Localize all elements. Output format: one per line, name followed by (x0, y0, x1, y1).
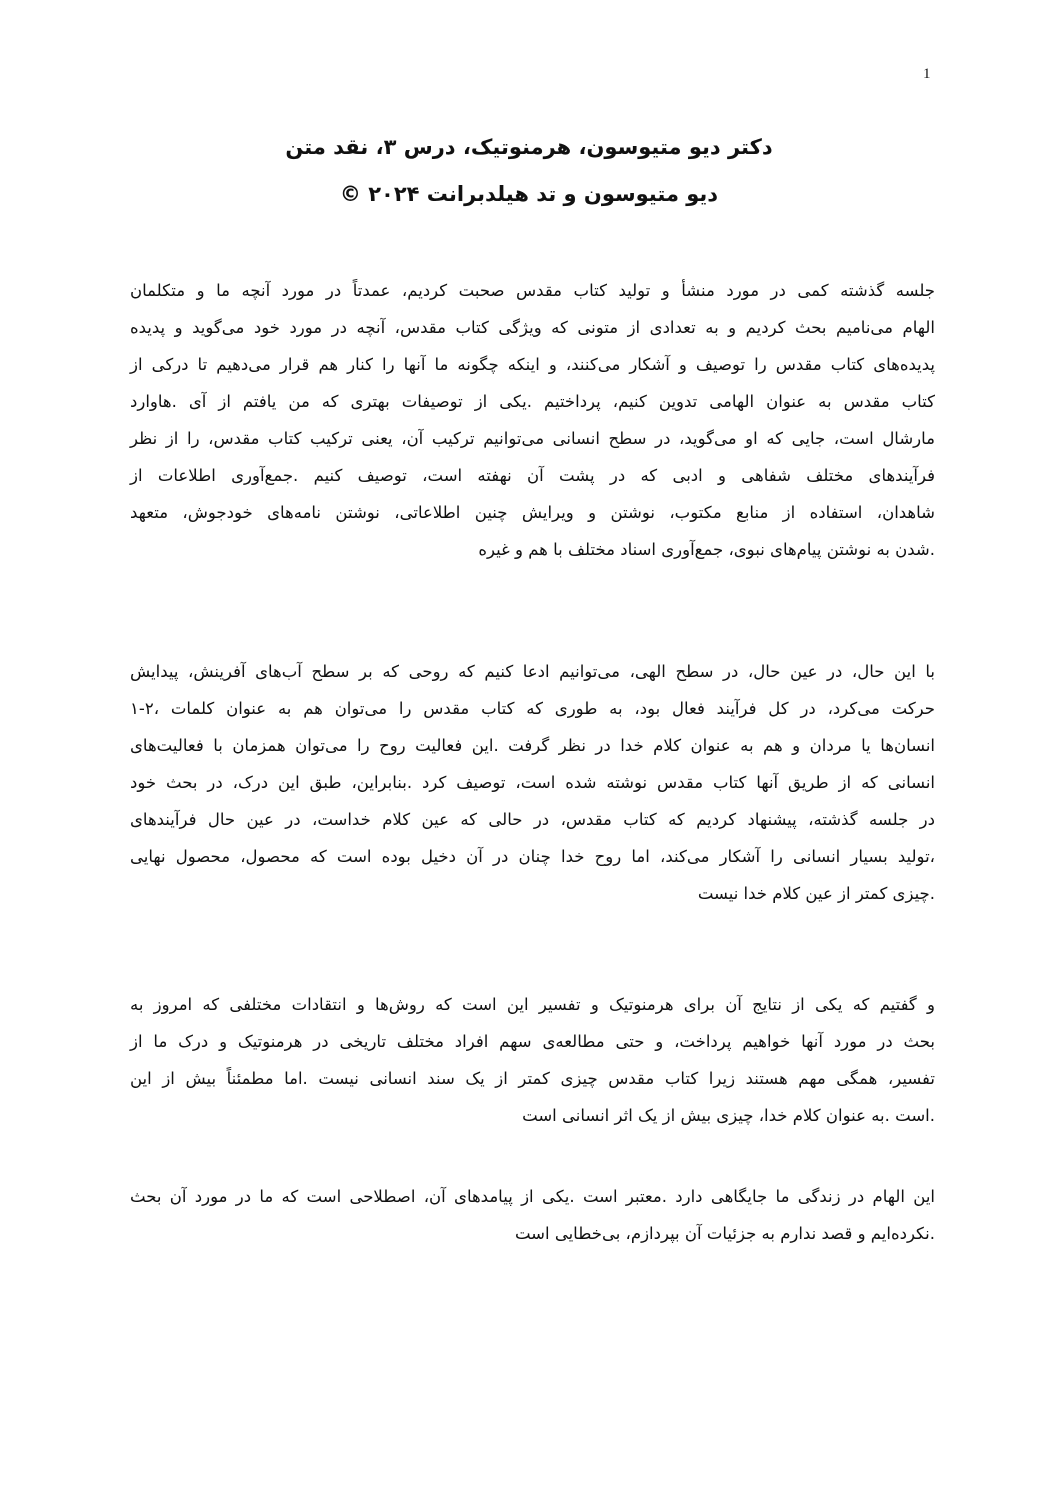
text-line: کتاب مقدس به عنوان الهامی تدوین کنیم، پرداختیم .یکی از توصیفات بهتری که من یافتم از آی .هاوارد (130, 392, 935, 411)
text-line: .است .به عنوان کلام خدا، چیزی بیش از یک اثر انسانی است (522, 1106, 935, 1125)
text-line: فرآیندهای مختلف شفاهی و ادبی که در پشت آن نهفته است، توصیف کنیم .جمع‌آوری اطلاعات از (130, 466, 935, 485)
page-number: 1 (923, 66, 931, 82)
text-line: انسانی که از طریق آنها کتاب مقدس نوشته شده است، توصیف کرد .بنابراین، طبق این درک، در بحث خود (130, 773, 935, 792)
text-line: مارشال است، جایی که او می‌گوید، در سطح انسانی می‌توانیم ترکیب آن، یعنی ترکیب کتاب مقدس، را از نظر (130, 429, 935, 448)
text-line: شاهدان، استفاده از منابع مکتوب، نوشتن و ویرایش چنین اطلاعاتی، نوشتن نامه‌های خودجوش، متعهد (130, 503, 935, 522)
text-line: حرکت می‌کرد، در کل فرآیند فعال بود، به طوری که کتاب مقدس را می‌توان هم به عنوان کلمات ،۲-۱ (130, 699, 935, 718)
paragraph-1 (130, 272, 935, 568)
document-subtitle: دیو متیوسون و تد هیلدبرانت ۲۰۲۴ © (339, 182, 719, 206)
text-line: پدیده‌های کتاب مقدس را توصیف و آشکار می‌کنند، و اینکه چگونه ما آنها را کنار هم قرار می‌دهیم تا درکی از (130, 355, 935, 374)
text-line: این الهام در زندگی ما جایگاهی دارد .معتبر است .یکی از پیامدهای آن، اصطلاحی است که ما در مورد آن بحث (130, 1187, 935, 1206)
text-line: .نکرده‌ایم و قصد ندارم به جزئیات آن بپردازم، بی‌خطایی است (514, 1224, 935, 1243)
text-line: جلسه گذشته کمی در مورد منشأ و تولید کتاب مقدس صحبت کردیم، عمدتاً در مورد آنچه ما و متکلمان (130, 281, 935, 300)
text-line: در جلسه گذشته، پیشنهاد کردیم که کتاب مقدس، در حالی که عین کلام خداست، در عین حال فرآیندهای (130, 810, 935, 829)
paragraph-4 (130, 1178, 935, 1252)
text-line: بحث در مورد آنها خواهیم پرداخت، و حتی مطالعه‌ی سهم افراد مختلف تاریخی در هرمنوتیک و درک ما از (130, 1032, 935, 1051)
text-line: تفسیر، همگی مهم هستند زیرا کتاب مقدس چیزی کمتر از یک سند انسانی نیست .اما مطمئناً بیش از این (130, 1069, 935, 1088)
text-line: ،تولید بسیار انسانی را آشکار می‌کند، اما روح خدا چنان در آن دخیل بوده است که محصول، محصول نهایی (130, 847, 935, 866)
paragraph-3 (130, 986, 935, 1134)
text-line: .چیزی کمتر از عین کلام خدا نیست (697, 884, 935, 903)
paragraph-2 (130, 653, 935, 912)
text-line: .شدن به نوشتن پیام‌های نبوی، جمع‌آوری اسناد مختلف با هم و غیره (478, 540, 935, 559)
text-line: و گفتیم که یکی از نتایج آن برای هرمنوتیک و تفسیر این است که روش‌ها و انتقادات مختلفی که امروز به (130, 995, 935, 1014)
text-line: انسان‌ها یا مردان و هم به عنوان کلام خدا در نظر گرفت .این فعالیت روح را می‌توان همزمان با فعالیت‌های (130, 736, 935, 755)
text-line: با این حال، در عین حال، در سطح الهی، می‌توانیم ادعا کنیم که روحی که بر سطح آب‌های آفرینش، پیدایش (130, 662, 935, 681)
document-title: دکتر دیو متیوسون، هرمنوتیک، درس ۳، نقد متن (285, 135, 773, 159)
text-line: الهام می‌نامیم بحث کردیم و به تعدادی از متونی که ویژگی کتاب مقدس، آنچه در مورد خود می‌گوید و پدیده (130, 318, 935, 337)
